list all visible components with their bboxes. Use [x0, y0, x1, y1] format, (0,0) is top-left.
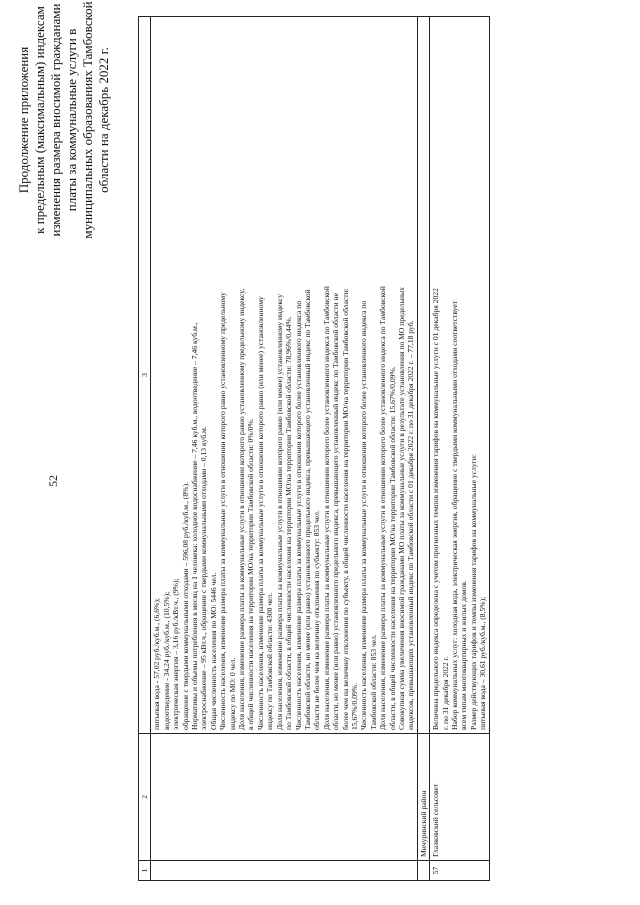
text-line: г. по 31 декабря 2022 г. — [440, 656, 450, 730]
text-line: всем типам многоквартирных и жилых домов. — [459, 580, 469, 730]
text-line: Совокупная сумма увеличения вносимой гражданами МО платы за коммунальные услуги в результате установления по МО предельных — [396, 287, 406, 730]
text-line: области, в общей численности населения на территории МО/на территории Тамбовской области: 15,67%/0,09%. — [387, 366, 397, 730]
table-row — [430, 17, 489, 881]
appendix-caption — [16, 0, 112, 250]
tariff-table — [138, 16, 490, 881]
text-line: электрическая энергия – 3,16 руб./кВт.ч., (9%); — [171, 578, 181, 730]
text-line: Доля населения, изменение размера платы за коммунальные услуги в отношении которого более установленного индекса по Тамбовской — [321, 286, 331, 730]
text-line: 15,67%/0,09%. — [349, 682, 359, 730]
text-line: индексов, превышающих установленный индекс по Тамбовской области с 01 декабря 2022 г. по 31 декабря 2022 г. – 77,18 руб. — [406, 320, 416, 730]
header-col-3: 3 — [139, 17, 151, 734]
details-cell — [417, 17, 429, 734]
text-line: Размер действующих тарифов и темпы изменения тарифов на коммунальные услуги: — [468, 454, 478, 730]
text-line: по Тамбовской области, в общей численности населения на территории МО/на территории Тамбовской области: 78,96%/0,44%. — [284, 316, 294, 730]
text-line: Доля населения, изменение размера платы за коммунальные услуги в отношении которого более установленного индекса по Тамбовской — [378, 286, 388, 730]
caption-line: к предельным (максимальным) индексам — [32, 6, 47, 234]
caption-line: изменения размера вносимой гражданами — [48, 3, 63, 237]
district-name: Мичуринский район — [417, 734, 429, 861]
page-number: 52 — [46, 475, 60, 487]
text-line: индексу по Тамбовской области: 4300 чел. — [265, 592, 275, 730]
caption-line: области на декабрь 2022 г. — [96, 47, 111, 193]
text-line: Доля населения, изменение размера платы за коммунальные услуги в отношении которого равно установленному предельному индексу, — [237, 288, 247, 730]
text-line: области не более чем на величину отклонения по субъекту: 853 чел. — [312, 510, 322, 730]
text-line: Общая численность населения по МО: 5446 чел. — [208, 572, 218, 730]
settlement-name: Глазковский сельсовет — [430, 734, 489, 861]
row-number: 57 — [430, 861, 489, 881]
text-line: Набор коммунальных услуг: холодная вода, электрическая энергия, обращение с твердыми коммунальными отходами соответствует — [450, 300, 459, 730]
text-line: Величина предельного индекса определена с учетом прогнозных темпов изменения тарифов на коммунальные услуги с 01 декабря 2022 — [431, 288, 441, 730]
continued-row — [151, 17, 417, 881]
text-line: Численность населения, изменение размера платы за коммунальные услуги в отношении которого более установленного индекса по — [293, 300, 303, 730]
settlement-cell — [151, 734, 417, 861]
text-line: питьевая вода - 57,02 руб./куб.м., (6,6%); — [152, 598, 162, 730]
row-number-cell — [417, 861, 429, 881]
details-cell — [430, 17, 489, 734]
text-line: Численность населения, изменение размера платы за коммунальные услуги в отношении которого равно установленному предельному — [218, 292, 228, 730]
caption-line: платы за коммунальные услуги в — [64, 28, 79, 212]
text-line: более чем на величину отклонения по субъекту, в общей численности населения на территории МО/на территории Тамбовской области: — [340, 288, 350, 730]
text-line: Численность населения, изменение размера платы за коммунальные услуги в отношении которого более установленного индекса по — [359, 300, 369, 730]
text-line: питьевая вода – 30,61 руб./куб.м., (8,5%); — [478, 596, 488, 730]
text-line: Доля населения, изменение размера платы за коммунальные услуги в отношении которого равно (или менее) установленному индексу — [274, 294, 284, 730]
text-line: Численность населения, изменение размера платы за коммунальные услуги в отношении которого равно (или менее) установленному — [255, 296, 265, 730]
header-row — [139, 17, 151, 881]
text-line: области, но менее (или равно) установленного предельного индекса, превышающего установленный индекс по Тамбовской области не — [331, 293, 341, 730]
header-col-2: 2 — [139, 734, 151, 861]
district-row — [417, 17, 429, 881]
caption-line: муниципальных образованиях Тамбовской — [80, 1, 95, 239]
text-line: водоотведение - 34,24 руб./куб.м., (10,5%); — [161, 591, 171, 730]
row-number-cell — [151, 861, 417, 881]
details-cell — [151, 17, 417, 734]
text-line: Тамбовской области: 853 чел. — [368, 634, 378, 730]
text-line: Тамбовской области, но менее (или равно) установленного предельного индекса, превышающего установленный индекс по Тамбовской — [302, 289, 312, 730]
text-line: обращение с твердыми коммунальными отходами – 596,08 руб./куб.м., (8%). — [180, 482, 190, 730]
text-line: электроснабжение – 95 кВт.ч., обращение с твердыми коммунальными отходами – 0,13 куб.м. — [199, 426, 209, 730]
text-line: индексу по МО: 0 чел. — [227, 657, 237, 730]
header-col-1: 1 — [139, 861, 151, 881]
text-line: в общей численности населения на территории МО/на территории Тамбовской области: 0%/0%. — [246, 418, 256, 730]
caption-line: Продолжение приложения — [16, 46, 31, 194]
text-line: Нормативы и объемы потребления в месяц на 1 человека: холодное водоснабжение – 7,46 куб.м., водоотведение – 7,46 куб.м., — [190, 322, 200, 730]
